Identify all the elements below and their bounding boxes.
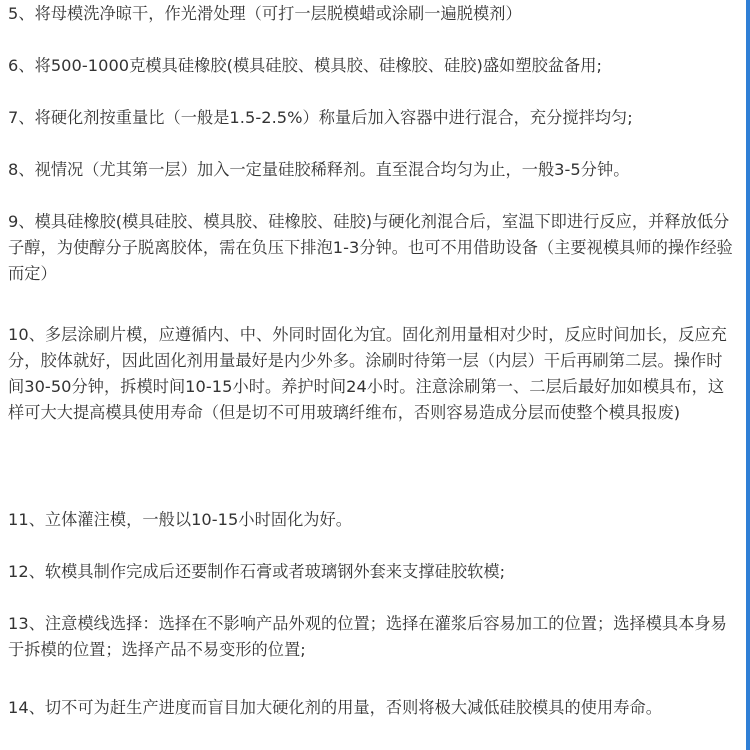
step-11-paragraph: 11、立体灌注模，一般以10-15小时固化为好。 [8, 510, 353, 529]
step-14-paragraph: 14、切不可为赶生产进度而盲目加大硬化剂的用量，否则将极大减低硅胶模具的使用寿命。 [8, 698, 662, 717]
right-accent-bar [746, 0, 750, 750]
step-10-paragraph: 10、多层涂刷片模，应遵循内、中、外同时固化为宜。固化剂用量相对少时，反应时间加长，反应充分，胶体就好，因此固化剂用量最好是内少外多。涂刷时待第一层（内层）干后再刷第二层。操作时间30-50分钟，拆模时间10-15小时。养护时间24小时。注意涂刷第一、二层后最好加如模具布，这样可大大提高模具使用寿命（但是切不可用玻璃纤维布，否则容易造成分层而使整个模具报废) [8, 325, 727, 422]
step-7-paragraph: 7、将硬化剂按重量比（一般是1.5-2.5%）称量后加入容器中进行混合，充分搅拌均匀; [8, 108, 633, 127]
step-12-paragraph: 12、软模具制作完成后还要制作石膏或者玻璃钢外套来支撑硅胶软模; [8, 562, 506, 581]
step-9-paragraph: 9、模具硅橡胶(模具硅胶、模具胶、硅橡胶、硅胶)与硬化剂混合后，室温下即进行反应，并释放低分子醇，为使醇分子脱离胶体，需在负压下排泡1-3分钟。也可不用借助设备（主要视模具师的操作经验而定） [8, 212, 733, 283]
step-6-paragraph: 6、将500-1000克模具硅橡胶(模具硅胶、模具胶、硅橡胶、硅胶)盛如塑胶盆备用; [8, 56, 603, 75]
step-5-paragraph: 5、将母模洗净晾干，作光滑处理（可打一层脱模蜡或涂刷一遍脱模剂） [8, 4, 522, 23]
step-13-paragraph: 13、注意模线选择：选择在不影响产品外观的位置；选择在灌浆后容易加工的位置；选择模具本身易于拆模的位置；选择产品不易变形的位置; [8, 614, 727, 659]
step-8-paragraph: 8、视情况（尤其第一层）加入一定量硅胶稀释剂。直至混合均匀为止，一般3-5分钟。 [8, 160, 630, 179]
